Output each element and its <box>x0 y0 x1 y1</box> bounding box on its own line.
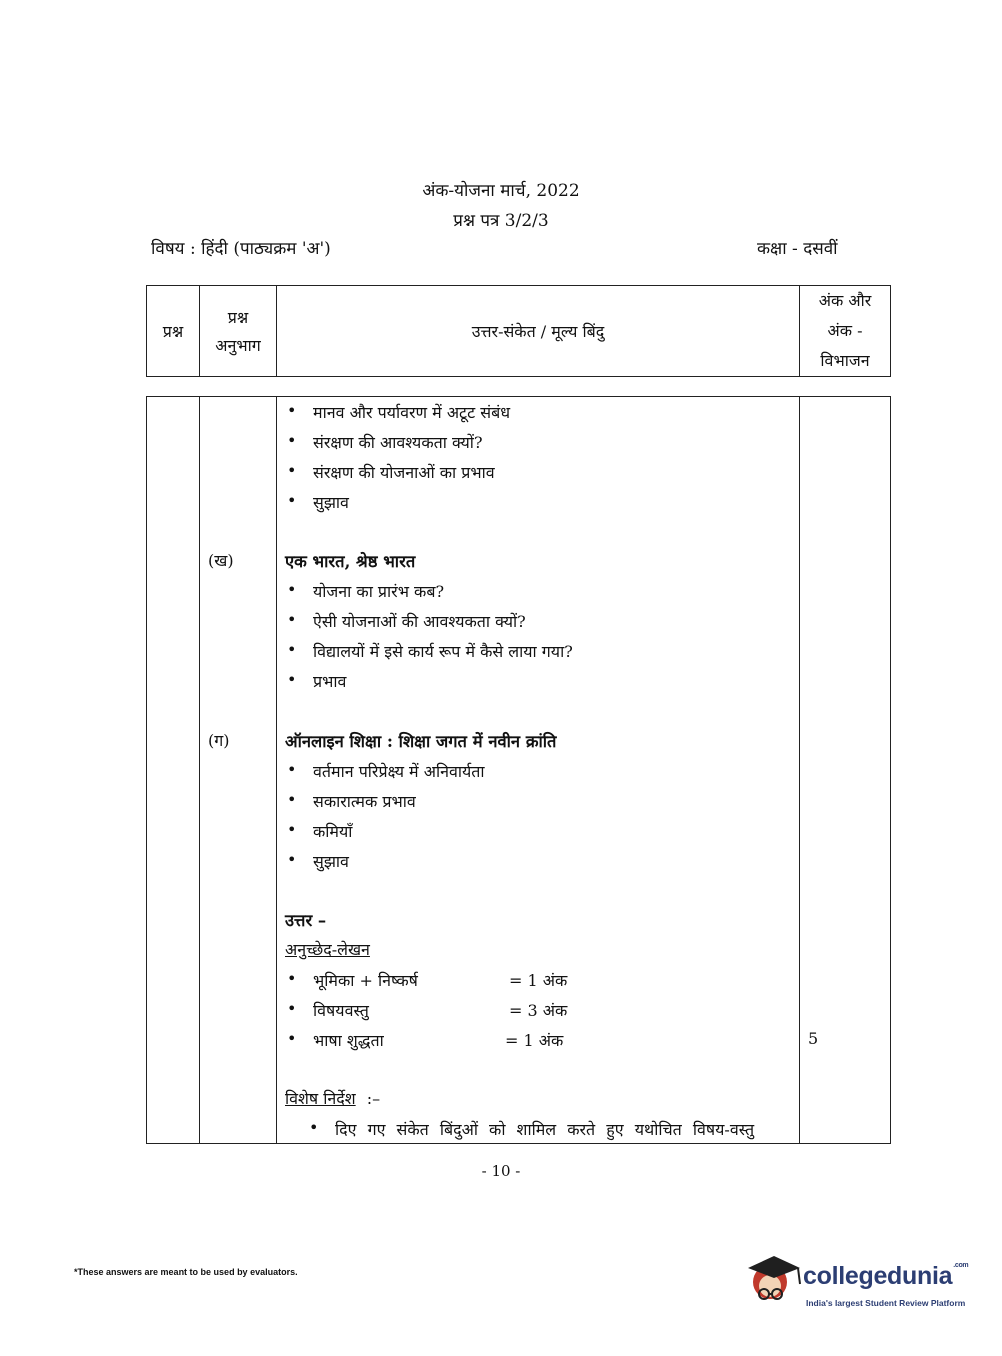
logo-wordmark <box>803 1262 968 1291</box>
answer-table <box>146 396 891 1144</box>
list-item: • कमियाँ <box>313 820 352 842</box>
answer-label: उत्तर – <box>285 911 327 930</box>
section-label-kha: (ख) <box>208 551 234 570</box>
list-item: • सुझाव <box>313 850 349 872</box>
total-marks: 5 <box>808 1029 819 1048</box>
header-section-line2: अनुभाग <box>215 336 261 355</box>
marking-marks: = 3 अंक <box>509 1001 568 1020</box>
marking-item: • विषयवस्तु <box>313 999 369 1021</box>
list-item: • संरक्षण की आवश्यकता क्यों? <box>313 431 483 453</box>
list-item: • संरक्षण की योजनाओं का प्रभाव <box>313 461 495 483</box>
list-item: • सकारात्मक प्रभाव <box>313 790 416 812</box>
answer-points-cell <box>277 397 800 1144</box>
header-section-line1: प्रश्न <box>227 308 249 327</box>
marking-item: • भाषा शुद्धता <box>313 1029 384 1051</box>
answer-subheading: अनुच्छेद-लेखन <box>285 940 370 959</box>
marking-marks: = 1 अंक <box>505 1031 564 1050</box>
subject-label: विषय : हिंदी (पाठ्यक्रम 'अ') <box>151 239 331 259</box>
class-label: कक्षा - दसवीं <box>757 239 838 259</box>
special-instructions-suffix: :– <box>366 1089 381 1108</box>
question-cell <box>147 397 200 1144</box>
header-answer-points: उत्तर-संकेत / मूल्य बिंदु <box>277 286 800 377</box>
special-instructions-label: विशेष निर्देश <box>285 1089 356 1108</box>
heading-ga: ऑनलाइन शिक्षा : शिक्षा जगत में नवीन क्रांति <box>285 732 557 751</box>
table-header <box>146 285 891 377</box>
list-item: • मानव और पर्यावरण में अटूट संबंध <box>313 401 510 423</box>
list-item: • विद्यालयों में इसे कार्य रूप में कैसे लाया गया? <box>313 640 573 662</box>
list-item: • दिए गए संकेत बिंदुओं को शामिल करते हुए यथोचित विषय-वस्तु <box>335 1118 754 1140</box>
header-question: प्रश्न <box>147 286 200 377</box>
list-item: • ऐसी योजनाओं की आवश्यकता क्यों? <box>313 610 526 632</box>
section-label-ga: (ग) <box>208 731 230 750</box>
document-title: अंक-योजना मार्च, 2022 <box>422 181 580 201</box>
logo-name: collegedunia <box>803 1262 953 1290</box>
footer-note: *These answers are meant to be used by evaluators. <box>74 1267 298 1277</box>
list-item: • सुझाव <box>313 491 349 513</box>
marks-cell <box>800 397 891 1144</box>
list-item: • प्रभाव <box>313 670 346 692</box>
header-marks-line2: अंक - <box>827 321 863 340</box>
list-item: • योजना का प्रारंभ कब? <box>313 580 444 602</box>
special-instructions <box>285 1087 380 1109</box>
header-section <box>200 286 277 377</box>
heading-kha: एक भारत, श्रेष्ठ भारत <box>285 552 416 571</box>
header-marks-line3: विभाजन <box>820 351 870 370</box>
header-marks-line1: अंक और <box>818 291 872 310</box>
logo-suffix: .com <box>953 1262 969 1269</box>
list-item: • वर्तमान परिप्रेक्ष्य में अनिवार्यता <box>313 760 485 782</box>
marking-item: • भूमिका + निष्कर्ष <box>313 969 418 991</box>
logo-tagline: India's largest Student Review Platform <box>806 1298 966 1308</box>
marking-marks: = 1 अंक <box>509 971 568 990</box>
header-marks <box>800 286 891 377</box>
paper-code: प्रश्न पत्र 3/2/3 <box>453 211 549 231</box>
section-cell <box>200 397 277 1144</box>
page-number: - 10 - <box>481 1162 521 1180</box>
